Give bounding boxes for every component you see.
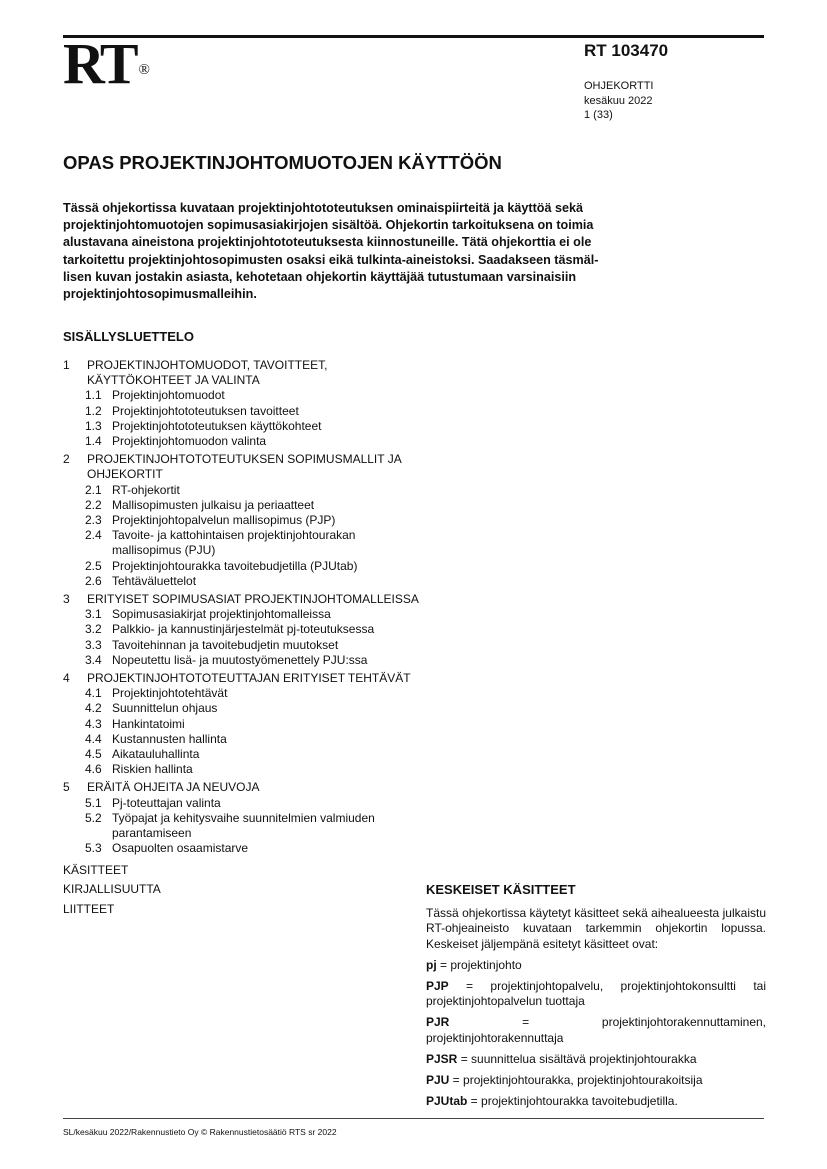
toc-item [63, 762, 423, 777]
toc-chapter-row [63, 671, 423, 686]
key-term [426, 1015, 766, 1045]
key-terms-intro: Tässä ohjekortissa käytetyt käsitteet sekä aihealueesta julkaistu RT-ohjeaineisto kuvataan tarkemmin ohjekortin lopussa. Keskeiset jäljempänä esitetyt käsitteet ovat: [426, 906, 766, 951]
toc-chapter [63, 671, 423, 777]
toc-item-title: Projektinjohtomuodot [112, 388, 225, 403]
toc-item-title: Palkkio- ja kannustinjärjestelmät pj-toteutuksessa [112, 622, 375, 637]
toc-item-number: 4.5 [85, 747, 102, 762]
toc-item-title: Tehtäväluettelot [112, 573, 197, 588]
toc-item [63, 841, 423, 856]
toc-item [63, 498, 423, 513]
toc-item-title: Hankintatoimi [112, 716, 185, 731]
toc-item-number: 4.3 [85, 716, 102, 731]
toc-item-number: 3.1 [85, 607, 102, 622]
toc-item [63, 559, 423, 574]
key-term [426, 1073, 766, 1088]
page-count: 1 (33) [584, 109, 613, 121]
toc-item-title: Projektinjohtourakka tavoitebudjetilla (PJUtab) [112, 558, 358, 573]
toc-item [63, 419, 423, 434]
toc-item [63, 607, 423, 622]
toc-item [63, 701, 423, 716]
toc-item-title: Pj-toteuttajan valinta [112, 795, 221, 810]
toc-item-number: 5.2 [85, 810, 102, 825]
toc-item [63, 434, 423, 449]
toc-item [63, 404, 423, 419]
toc-chapter [63, 780, 423, 856]
toc-item-number: 1.2 [85, 403, 102, 418]
card-type: OHJEKORTTI [584, 80, 654, 92]
key-term-definition: = projektinjohtourakka, projektinjohtourakoitsija [449, 1073, 703, 1088]
toc-chapter-row [63, 592, 423, 607]
toc-item [63, 528, 423, 558]
key-term-definition: = projektinjohto [436, 957, 522, 972]
key-terms-section [426, 882, 766, 1115]
toc-item [63, 622, 423, 637]
toc-item-title: Osapuolten osaamistarve [112, 841, 249, 856]
toc-item-number: 2.2 [85, 497, 102, 512]
key-term-abbreviation: PJSR [426, 1051, 458, 1066]
toc-item [63, 574, 423, 589]
toc-chapter-number: 5 [63, 780, 70, 795]
toc-chapter-title: PROJEKTINJOHTOMUODOT, TAVOITTEET, KÄYTTÖKOHTEET JA VALINTA [87, 358, 328, 388]
toc-item-number: 3.4 [85, 652, 102, 667]
toc-item-number: 4.4 [85, 731, 102, 746]
toc-item-title: Projektinjohtotehtävät [112, 686, 228, 701]
toc-item-title: Aikatauluhallinta [112, 747, 200, 762]
key-term-definition: = suunnittelua sisältävä projektinjohtourakka [457, 1051, 697, 1066]
toc-chapter-title: PROJEKTINJOHTOTOTEUTUKSEN SOPIMUSMALLIT JA OHJEKORTIT [87, 452, 402, 482]
key-term-definition: = projektinjohtopalvelu, projektinjohtokonsultti tai projektinjohtopalvelun tuottaja [426, 979, 766, 1009]
toc-item-title: RT-ohjekortit [112, 482, 180, 497]
toc-item-number: 1.3 [85, 418, 102, 433]
footer-rule [63, 1118, 764, 1119]
toc-item-title: Suunnittelun ohjaus [112, 701, 218, 716]
toc-chapter-title: ERÄITÄ OHJEITA JA NEUVOJA [87, 780, 260, 795]
toc-item-number: 2.3 [85, 513, 102, 528]
key-terms-list [426, 958, 766, 1110]
key-term-definition: = projektinjohtorakennuttaminen, projektinjohtorakennuttaja [426, 1015, 766, 1045]
top-rule [63, 35, 764, 38]
toc-chapter-number: 1 [63, 358, 70, 372]
toc-chapter [63, 452, 423, 589]
toc-item-number: 3.3 [85, 637, 102, 652]
key-term-abbreviation: PJUtab [426, 1094, 468, 1109]
toc-item-title: Projektinjohtototeutuksen käyttökohteet [112, 418, 322, 433]
publish-date: kesäkuu 2022 [584, 94, 653, 107]
intro-paragraph: Tässä ohjekortissa kuvataan projektinjohtototeutuksen ominaispiirteitä ja käyttöä sekä projektinjohtomuotojen sopimusasiakirjojen sisältöä. Ohjekortin tarkoituksena on toimia alustavana aineistona projektinjohtototeutuksesta kiinnostuneille. Tätä ohjekorttia ei ole tarkoitettu projektinjohtosopimusten osaksi eikä tulkinta-aineistoksi. Saadakseen täsmäl- lisen kuvan jostakin asiasta, kehotetaan ohjekortin käyttäjää tutustumaan varsinaisiin projektinjohtosopimusmalleihin. [63, 201, 599, 302]
toc-chapter-number: 2 [63, 452, 70, 467]
toc-item-number: 4.6 [85, 762, 102, 777]
toc-item-number: 4.2 [85, 701, 102, 716]
page-title: OPAS PROJEKTINJOHTOMUOTOJEN KÄYTTÖÖN [63, 152, 502, 173]
toc-item-number: 4.1 [85, 686, 102, 701]
key-term [426, 958, 766, 973]
toc-extra-item: KÄSITTEET [63, 862, 129, 877]
toc-item-title: Työpajat ja kehitysvaihe suunnitelmien valmiuden parantamiseen [112, 810, 375, 841]
toc-chapter-title: ERITYISET SOPIMUSASIAT PROJEKTINJOHTOMALLEISSA [87, 592, 419, 607]
table-of-contents [63, 355, 423, 919]
toc-chapter-number: 4 [63, 671, 70, 686]
toc-item-title: Projektinjohtomuodon valinta [112, 434, 267, 449]
toc-chapter [63, 592, 423, 668]
toc-extra-item: KIRJALLISUUTTA [63, 882, 161, 896]
toc-item [63, 732, 423, 747]
document-meta [584, 79, 653, 123]
toc-item [63, 513, 423, 528]
key-term-abbreviation: pj [426, 957, 437, 972]
key-term [426, 979, 766, 1009]
key-term-abbreviation: PJP [426, 979, 449, 994]
rt-logo: RT ® [63, 31, 150, 96]
toc-item [63, 638, 423, 653]
toc-item-title: Mallisopimusten julkaisu ja periaatteet [112, 497, 315, 512]
toc-item [63, 717, 423, 732]
toc-item-number: 2.4 [85, 528, 102, 543]
toc-item-title: Riskien hallinta [112, 762, 193, 777]
toc-item [63, 653, 423, 668]
toc-item-title: Projektinjohtototeutuksen tavoitteet [112, 403, 299, 418]
toc-item [63, 388, 423, 403]
toc-item [63, 811, 423, 841]
toc-item-number: 5.1 [85, 795, 102, 810]
footer-text: SL/kesäkuu 2022/Rakennustieto Oy © Rakennustietosäätiö RTS sr 2022 [63, 1127, 337, 1137]
toc-extra-item: LIITTEET [63, 901, 115, 916]
toc-chapter-row [63, 780, 423, 795]
toc-chapter-row [63, 452, 423, 482]
toc-item-title: Nopeutettu lisä- ja muutostyömenettely PJU:ssa [112, 652, 368, 667]
toc-item-number: 2.6 [85, 573, 102, 588]
toc-chapter-row [63, 358, 423, 388]
toc-item [63, 686, 423, 701]
toc-chapter [63, 358, 423, 449]
toc-chapter-number: 3 [63, 592, 70, 607]
toc-item [63, 796, 423, 811]
document-number: RT 103470 [584, 41, 669, 60]
toc-item-number: 2.1 [85, 482, 102, 497]
toc-item-title: Kustannusten hallinta [112, 731, 227, 746]
toc-item-title: Tavoitehinnan ja tavoitebudjetin muutokset [112, 637, 339, 652]
toc-item-number: 1.4 [85, 434, 102, 449]
toc-item-number: 1.1 [85, 388, 102, 403]
toc-item [63, 747, 423, 762]
toc-item-number: 2.5 [85, 558, 102, 573]
toc-extras [63, 861, 423, 920]
toc-heading: SISÄLLYSLUETTELO [63, 329, 194, 344]
toc-item-number: 5.3 [85, 841, 102, 856]
key-term [426, 1094, 766, 1109]
toc-chapter-title: PROJEKTINJOHTOTOTEUTTAJAN ERITYISET TEHTÄVÄT [87, 671, 411, 686]
toc-item-title: Tavoite- ja kattohintaisen projektinjohtourakan mallisopimus (PJU) [112, 528, 356, 558]
toc-item-title: Projektinjohtopalvelun mallisopimus (PJP) [112, 513, 336, 528]
key-term [426, 1052, 766, 1067]
key-term-definition: = projektinjohtourakka tavoitebudjetilla. [467, 1094, 678, 1109]
key-terms-heading: KESKEISET KÄSITTEET [426, 882, 576, 897]
key-term-abbreviation: PJU [426, 1073, 450, 1088]
key-term-abbreviation: PJR [426, 1015, 450, 1030]
toc-item-title: Sopimusasiakirjat projektinjohtomalleissa [112, 607, 331, 622]
toc-item-number: 3.2 [85, 622, 102, 637]
toc-item [63, 483, 423, 498]
